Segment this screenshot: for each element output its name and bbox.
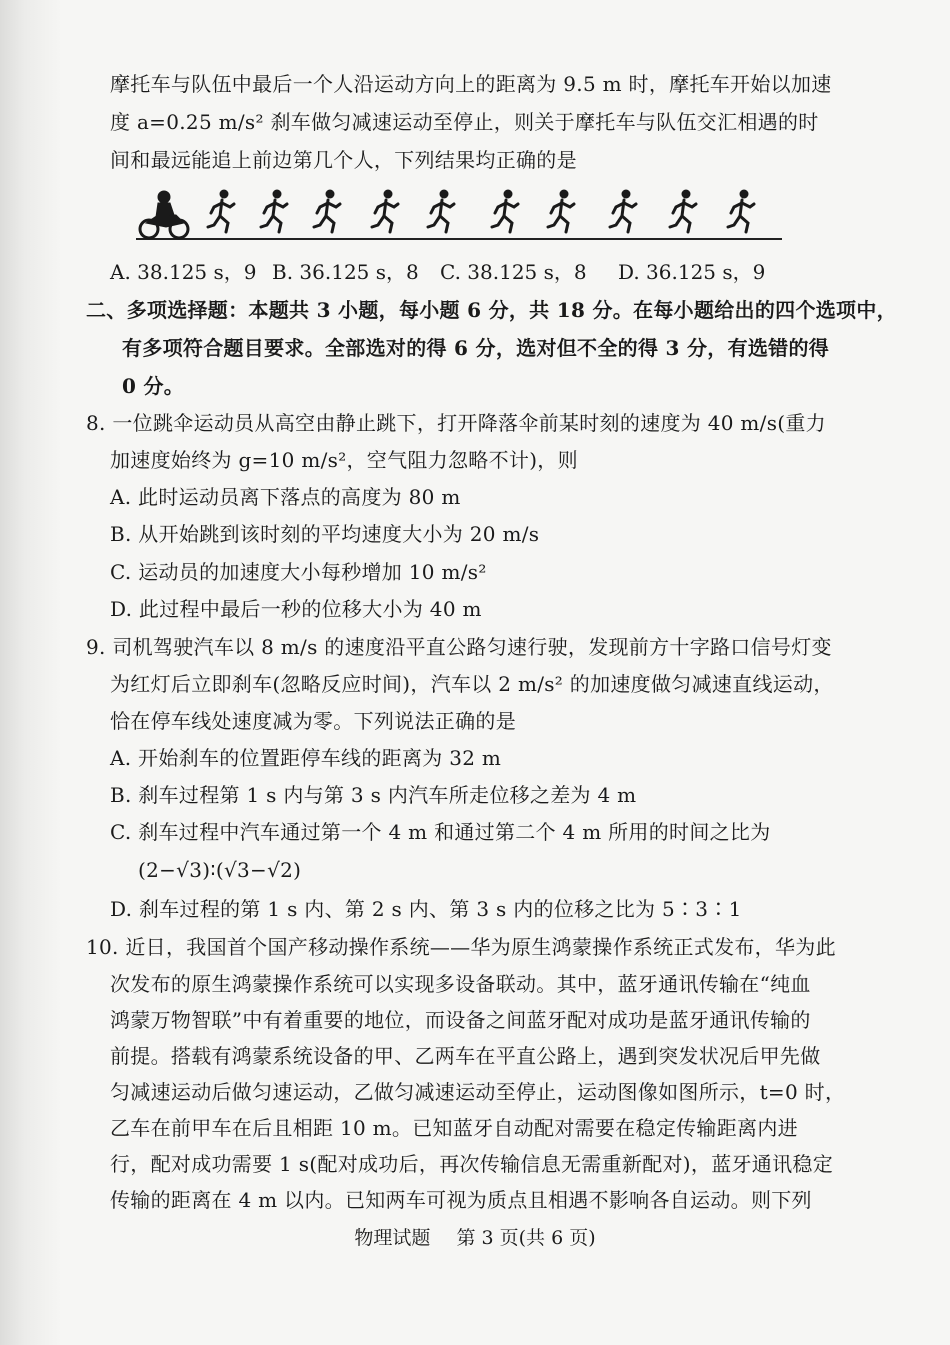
section2-line-1: 二、多项选择题：本题共 3 小题，每小题 6 分，共 18 分。在每小题给出的四个选项中， [86, 298, 897, 322]
q7-line-3: 间和最远能追上前边第几个人，下列结果均正确的是 [110, 148, 577, 172]
runner-icon [728, 190, 754, 233]
runner-icon [492, 190, 518, 233]
page-edge-shadow [0, 0, 62, 1345]
q10-line-3: 鸿蒙万物智联”中有着重要的地位，而设备之间蓝牙配对成功是蓝牙通讯传输的 [110, 1008, 811, 1032]
q10-line-7: 行，配对成功需要 1 s(配对成功后，再次传输信息无需重新配对)，蓝牙通讯稳定 [110, 1152, 834, 1176]
q8-option-c: C. 运动员的加速度大小每秒增加 10 m/s² [110, 560, 487, 584]
section2-line-3: 0 分。 [122, 374, 185, 398]
runner-icon [548, 190, 574, 233]
runner-icon [208, 190, 234, 233]
q8-option-d: D. 此过程中最后一秒的位移大小为 40 m [110, 597, 482, 621]
runner-icon [314, 190, 340, 233]
q9-line-2: 为红灯后立即刹车(忽略反应时间)，汽车以 2 m/s² 的加速度做匀减速直线运动， [110, 672, 834, 696]
motorcycle-icon [140, 191, 188, 238]
q10-line-8: 传输的距离在 4 m 以内。已知两车可视为质点且相遇不影响各自运动。则下列 [110, 1188, 812, 1212]
q7-option-d: D. 36.125 s，9 [618, 260, 766, 284]
q9-option-b: B. 刹车过程第 1 s 内与第 3 s 内汽车所走位移之差为 4 m [110, 783, 637, 807]
q10-line-5: 匀减速运动后做匀速运动，乙做匀减速运动至停止，运动图像如图所示，t=0 时， [110, 1080, 846, 1104]
footer-subject: 物理试题 [354, 1227, 431, 1249]
q7-line-1: 摩托车与队伍中最后一个人沿运动方向上的距离为 9.5 m 时，摩托车开始以加速 [110, 72, 832, 96]
q7-line-2: 度 a=0.25 m/s² 刹车做匀减速运动至停止，则关于摩托车与队伍交汇相遇的时 [110, 110, 819, 134]
runner-icon [670, 190, 696, 233]
q7-option-a: A. 38.125 s，9 [110, 260, 257, 284]
runner-icon [610, 190, 636, 233]
q9-option-c: C. 刹车过程中汽车通过第一个 4 m 和通过第二个 4 m 所用的时间之比为 [110, 820, 771, 844]
q10-line-6: 乙车在前甲车在后且相距 10 m。已知蓝牙自动配对需要在稳定传输距离内进 [110, 1116, 798, 1140]
q8-option-a: A. 此时运动员离下落点的高度为 80 m [110, 485, 461, 509]
q10-line-4: 前提。搭载有鸿蒙系统设备的甲、乙两车在平直公路上，遇到突发状况后甲先做 [110, 1044, 821, 1068]
q9-line-1: 9. 司机驾驶汽车以 8 m/s 的速度沿平直公路匀速行驶，发现前方十字路口信号灯变 [86, 635, 832, 659]
section2-line-2: 有多项符合题目要求。全部选对的得 6 分，选对但不全的得 3 分，有选错的得 [122, 336, 830, 360]
q8-line-1: 8. 一位跳伞运动员从高空由静止跳下，打开降落伞前某时刻的速度为 40 m/s(重力 [86, 411, 826, 435]
q8-line-2: 加速度始终为 g=10 m/s²，空气阻力忽略不计)，则 [110, 448, 578, 472]
q9-option-d: D. 刹车过程的第 1 s 内、第 2 s 内、第 3 s 内的位移之比为 5∶3∶1 [110, 897, 742, 921]
q7-option-b: B. 36.125 s，8 [272, 260, 419, 284]
q10-line-2: 次发布的原生鸿蒙操作系统可以实现多设备联动。其中，蓝牙通讯传输在“纯血 [110, 972, 811, 996]
runner-icon [372, 190, 398, 233]
q10-line-1: 10. 近日，我国首个国产移动操作系统——华为原生鸿蒙操作系统正式发布，华为此 [86, 935, 836, 959]
page-footer [0, 1225, 950, 1251]
q8-option-b: B. 从开始跳到该时刻的平均速度大小为 20 m/s [110, 522, 540, 546]
runner-icon [261, 190, 287, 233]
q9-option-a: A. 开始刹车的位置距停车线的距离为 32 m [110, 746, 502, 770]
q9-line-3: 恰在停车线处速度减为零。下列说法正确的是 [110, 709, 516, 733]
q7-option-c: C. 38.125 s，8 [440, 260, 587, 284]
motorcycle-runners-figure [136, 185, 782, 245]
footer-page-number: 第 3 页(共 6 页) [456, 1227, 596, 1249]
runner-icon [428, 190, 454, 233]
q9-option-c-ratio: (2−√3)∶(√3−√2) [138, 858, 302, 882]
